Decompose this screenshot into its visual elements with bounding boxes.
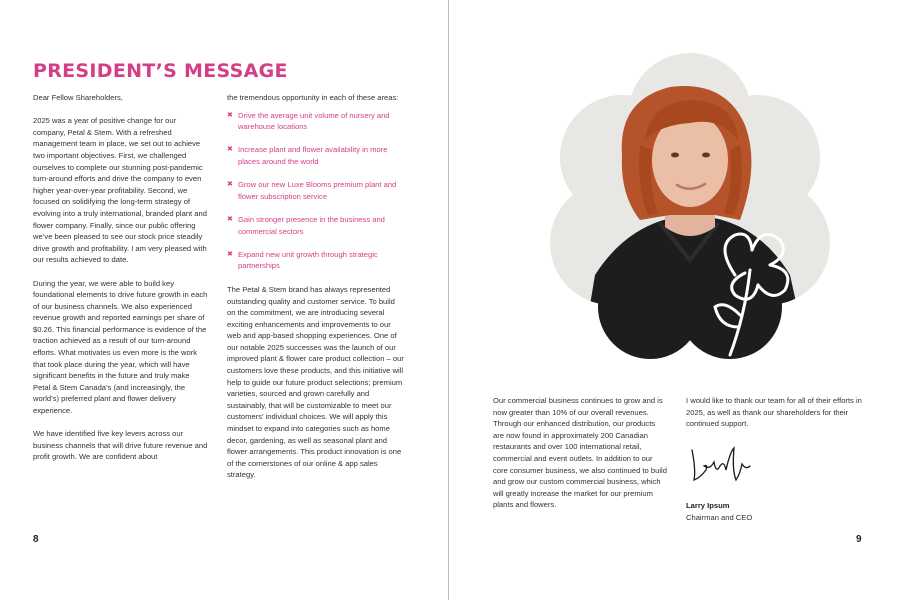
page-number-left: 8 — [33, 534, 39, 545]
list-item — [227, 144, 405, 167]
flower-bullet-icon: ✖ — [227, 181, 233, 189]
list-item — [227, 214, 405, 237]
column-4 — [686, 395, 862, 441]
signer-name: Larry Ipsum — [686, 501, 730, 510]
signature — [686, 440, 756, 485]
signer-title: Chairman and CEO — [686, 513, 753, 522]
list-item-text: Drive the average unit volume of nursery and warehouse locations — [238, 110, 390, 132]
flower-bullet-icon: ✖ — [227, 215, 233, 223]
paragraph-opportunity: the tremendous opportunity in each of these areas: — [227, 93, 399, 102]
column-3 — [493, 395, 668, 523]
paragraph-thanks: I would like to thank our team for all of their efforts in 2025, as well as thank our shareholders for their continued support. — [686, 396, 862, 429]
flower-bullet-icon: ✖ — [227, 146, 233, 154]
list-item-text: Expand new unit growth through strategic partnerships — [238, 249, 378, 271]
flower-bullet-icon: ✖ — [227, 250, 233, 258]
levers-list — [227, 110, 405, 272]
flower-bullet-icon: ✖ — [227, 111, 233, 119]
column-2 — [227, 92, 405, 493]
page-number-right: 9 — [856, 534, 862, 545]
list-item — [227, 179, 405, 202]
page-divider — [448, 0, 449, 600]
page-title: PRESIDENT’S MESSAGE — [33, 60, 288, 82]
list-item-text: Grow our new Luxe Blooms premium plant and flower subscription service — [238, 180, 397, 201]
paragraph-levers: We have identified five key levers across our business channels that will drive future revenue and profit growth. We are confident about — [33, 429, 208, 462]
list-item-text: Increase plant and flower availability in more places around the world — [238, 145, 388, 166]
paragraph-growth: During the year, we were able to build key foundational elements to drive future growth in each of our business channels. We also experienced revenue growth and reported earnings per share of $0.26. This financial performance is evidence of the traction achieved as a result of our turn-around efforts. What motivates us even more is the work that took place during the year, which will have significant benefits in the future and truly make Petal & Stem Canada’s (and increasingly, the world’s) preferred plant and flower delivery experience. — [33, 278, 208, 416]
column-1 — [33, 92, 209, 475]
list-item — [227, 249, 405, 272]
salutation: Dear Fellow Shareholders, — [33, 93, 123, 102]
paragraph-brand: The Petal & Stem brand has always represented outstanding quality and customer service. To build on the commitment, we are introducing several exciting enhancements and improvements to our web and app-based shopping experiences. One of our notable 2025 successes was the launch of our improved plant & flower care product collection – our customers love these products, and this initiative will help to guide our future product selections; premium varieties, sourced and grown carefully and sustainably, that will be customizable to meet our customers’ individual choices. We will apply this mindset to expand into categories such as home decor, gardening, as well as seasonal plant and flower arrangements. This product innovation is one of the cornerstones of our online & app sales strategy. — [227, 284, 404, 480]
portrait-photo — [540, 45, 840, 365]
list-item-text: Gain stronger presence in the business and commercial sectors — [238, 214, 385, 236]
paragraph-intro: 2025 was a year of positive change for our company, Petal & Stem. With a refreshed management team in place, we set out to achieve two important objectives. First, we challenged ourselves to complete our stunning post-pandemic turn-around efforts and drive the company to even higher year-over-year profitability. Second, we focused on solidifying the long-term strategy of evolving into a truly international, branded plant and flower company. Finally, since our public offering we’ve been pleased to see our stock price steadily drive growth and profitability. I am very pleased with our results achieved to date. — [33, 116, 207, 265]
list-item — [227, 110, 405, 133]
paragraph-commercial: Our commercial business continues to grow and is now greater than 10% of our overall revenues. Through our enhanced distribution, our products are now found in approximately 200 Canadian restaurants and over 100 international retail, commercial and event outlets. In addition to our core consumer business, we also continued to build and grow our custom commercial business, which will greatly increase the market for our premium plants and flowers. — [493, 396, 667, 510]
